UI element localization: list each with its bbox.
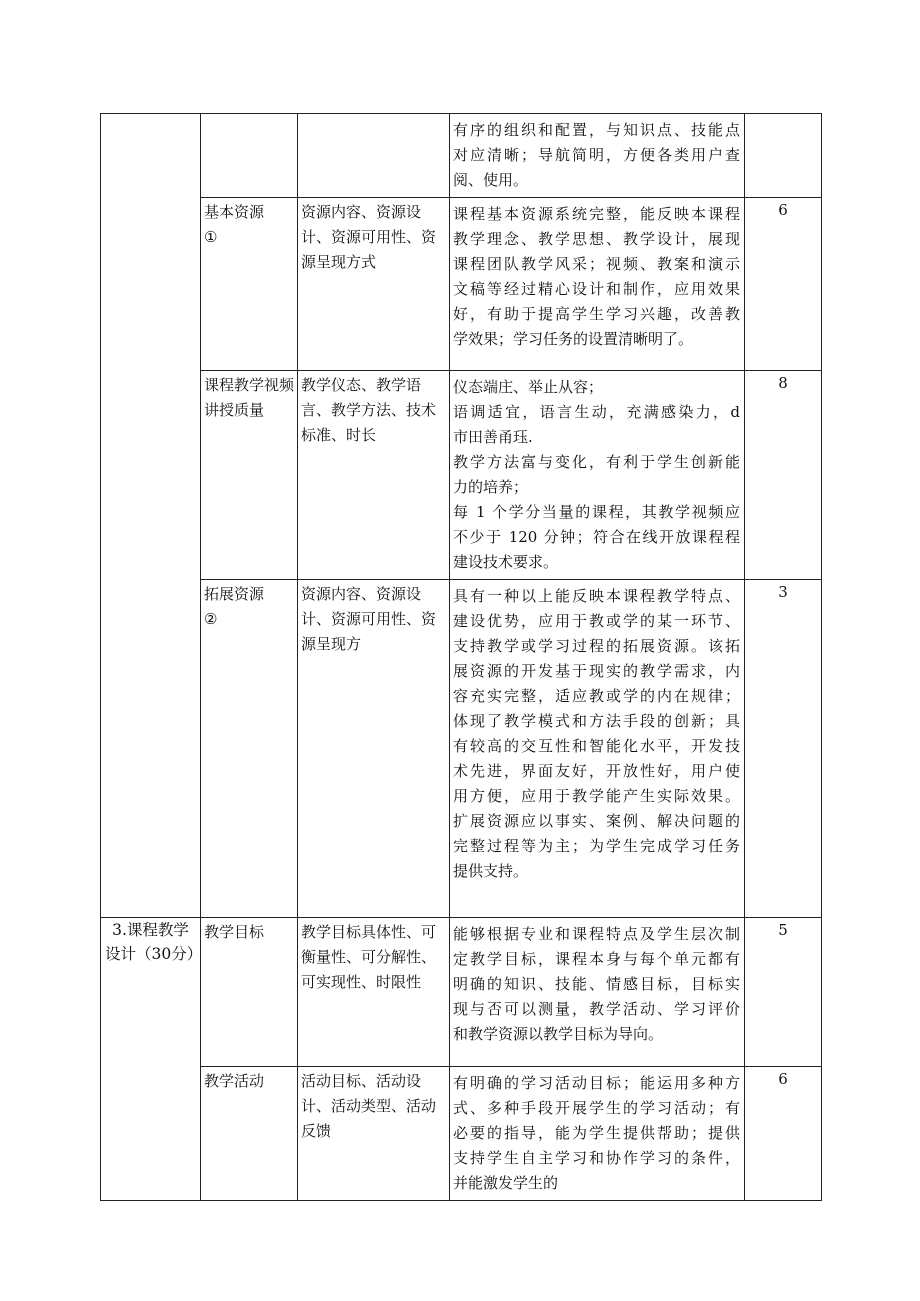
indicator-cell: 课程教学视频讲授质量 [201, 371, 298, 580]
criteria-line: 文稿等经过精心设计和制作，应用效果 [453, 280, 740, 298]
criteria-line: 建设技术要求。 [453, 553, 559, 571]
category-cell [101, 918, 201, 1201]
criteria-line: 术先进，界面友好，开放性好，用户使 [453, 762, 740, 780]
table-row [101, 114, 822, 198]
criteria-line: 容充实完整，适应教或学的内在规律； [453, 687, 740, 705]
criteria-line: 有序的组织和配置，与知识点、技能点 [453, 121, 740, 139]
score-cell: 5 [745, 918, 822, 1067]
observation-cell [298, 114, 450, 198]
criteria-line: 必要的指导，能为学生提供帮助；提供 [453, 1124, 740, 1142]
criteria-line: 教学理念、教学思想、教学设计，展现 [453, 230, 740, 248]
criteria-line: 能够根据专业和课程特点及学生层次制 [453, 925, 740, 943]
observation-cell: 教学仪态、教学语言、教学方法、技术标准、时长 [298, 371, 450, 580]
observation-cell: 教学目标具体性、可衡量性、可分解性、可实现性、时限性 [298, 918, 450, 1067]
score-cell: 3 [745, 580, 822, 918]
category-cell-continued [101, 114, 201, 918]
criteria-line: 完整过程等为主；为学生完成学习任务 [453, 837, 740, 855]
criteria-cell [450, 580, 745, 918]
table-row [101, 918, 822, 1067]
criteria-cell [450, 918, 745, 1067]
criteria-line: 现与否可以测量，教学活动、学习评价 [453, 1000, 740, 1018]
criteria-line: 定教学目标，课程本身与每个单元都有 [453, 950, 740, 968]
criteria-line: 支持学生自主学习和协作学习的条件， [453, 1149, 740, 1167]
criteria-cell [450, 198, 745, 371]
evaluation-rubric-table [100, 113, 822, 1201]
criteria-line: 阅、使用。 [453, 171, 529, 189]
criteria-line: 提供支持。 [453, 862, 529, 880]
criteria-line: 展资源的开发基于现实的教学需求，内 [453, 662, 740, 680]
criteria-line: 仪态端庄、举止从容； [453, 378, 604, 396]
criteria-cell [450, 114, 745, 198]
criteria-line: 有较高的交互性和智能化水平，开发技 [453, 737, 740, 755]
criteria-line: 课程基本资源系统完整，能反映本课程 [453, 205, 740, 223]
criteria-line: 并能激发学生的 [453, 1174, 559, 1192]
criteria-line: 式、多种手段开展学生的学习活动；有 [453, 1099, 740, 1117]
table-row [101, 198, 822, 371]
table-row [101, 580, 822, 918]
indicator-cell: 基本资源 ① [201, 198, 298, 371]
criteria-line: 建设优势，应用于教或学的某一环节、 [453, 612, 740, 630]
table-row [101, 371, 822, 580]
criteria-line: 体现了教学模式和方法手段的创新；具 [453, 712, 740, 730]
criteria-line: 课程团队教学风采；视频、教案和演示 [453, 255, 740, 273]
criteria-line: 语调适宜，语言生动，充满感染力，d [453, 403, 740, 421]
criteria-line: 和教学资源以教学目标为导向。 [453, 1025, 664, 1043]
table-row [101, 1067, 822, 1201]
observation-cell: 资源内容、资源设计、资源可用性、资源呈现方 [298, 580, 450, 918]
criteria-line: 学效果；学习任务的设置清晰明了。 [453, 330, 694, 348]
indicator-cell: 教学目标 [201, 918, 298, 1067]
criteria-line: 好，有助于提高学生学习兴趣，改善教 [453, 305, 740, 323]
criteria-line: 用方便，应用于教学能产生实际效果。 [453, 787, 740, 805]
criteria-line: 有明确的学习活动目标；能运用多种方 [453, 1074, 740, 1092]
indicator-cell: 拓展资源 ② [201, 580, 298, 918]
score-cell: 8 [745, 371, 822, 580]
criteria-line: 扩展资源应以事实、案例、解决问题的 [453, 812, 740, 830]
criteria-line: 不少于 120 分钟；符合在线开放课程程 [453, 528, 740, 546]
score-cell: 6 [745, 198, 822, 371]
criteria-line: 支持教学或学习过程的拓展资源。该拓 [453, 637, 740, 655]
criteria-line: 具有一种以上能反映本课程教学特点、 [453, 587, 740, 605]
score-cell: 6 [745, 1067, 822, 1201]
criteria-line: 每 1 个学分当量的课程，其教学视频应 [453, 503, 740, 521]
criteria-line: 力的培养； [453, 478, 529, 496]
criteria-cell [450, 1067, 745, 1201]
indicator-cell: 教学活动 [201, 1067, 298, 1201]
observation-cell: 资源内容、资源设计、资源可用性、资源呈现方式 [298, 198, 450, 371]
indicator-cell [201, 114, 298, 198]
criteria-line: 市田善甬珏. [453, 428, 533, 446]
criteria-line: 对应清晰；导航简明，方便各类用户查 [453, 146, 740, 164]
observation-cell: 活动目标、活动设计、活动类型、活动反馈 [298, 1067, 450, 1201]
criteria-line: 教学方法富与变化，有利于学生创新能 [453, 453, 740, 471]
category-label: 3.课程教学设计（30分） [105, 921, 203, 963]
score-cell [745, 114, 822, 198]
criteria-line: 明确的知识、技能、情感目标，目标实 [453, 975, 740, 993]
criteria-cell [450, 371, 745, 580]
